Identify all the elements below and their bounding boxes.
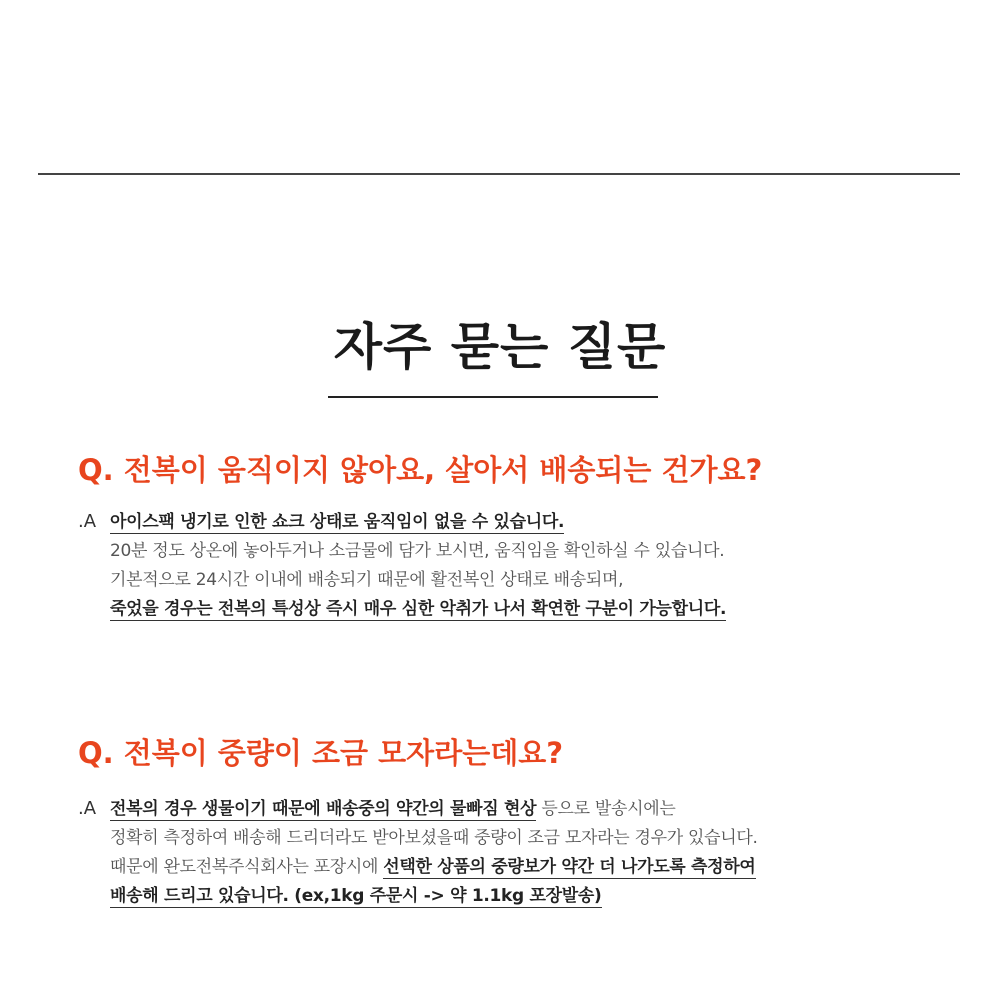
faq-answer-2-line-4 (110, 882, 602, 910)
answer-text: 아이스팩 냉기로 인한 쇼크 상태로 움직임이 없을 수 있습니다. (110, 512, 565, 532)
faq-answer-marker-1: .A (78, 511, 97, 532)
faq-answer-marker-2: .A (78, 798, 97, 819)
faq-answer-1-line-2 (110, 537, 724, 565)
faq-answer-1-line-3 (110, 566, 623, 594)
title-underline (328, 396, 658, 398)
answer-text: 전복의 경우 생물이기 때문에 배송중의 약간의 물빠짐 현상 (110, 799, 537, 819)
answer-text: 기본적으로 24시간 이내에 배송되기 때문에 활전복인 상태로 배송되며, (110, 570, 624, 590)
faq-question-2: Q. 전복이 중량이 조금 모자라는데요? (78, 736, 564, 770)
answer-text: 등으로 발송시에는 (536, 799, 676, 819)
faq-answer-2-line-1 (110, 795, 675, 823)
answer-text: 죽었을 경우는 전복의 특성상 즉시 매우 심한 악취가 나서 확연한 구분이 가능합니다. (110, 599, 727, 619)
top-divider (38, 173, 960, 175)
page-title: 자주 묻는 질문 (333, 318, 667, 376)
answer-text: 정확히 측정하여 배송해 드리더라도 받아보셨을때 중량이 조금 모자라는 경우가 있습니다. (110, 828, 758, 848)
answer-text: 배송해 드리고 있습니다. (ex,1kg 주문시 -> 약 1.1kg 포장발송) (110, 886, 602, 906)
faq-question-1: Q. 전복이 움직이지 않아요, 살아서 배송되는 건가요? (78, 453, 763, 487)
faq-answer-1-line-4 (110, 595, 726, 623)
faq-answer-2-line-2 (110, 824, 758, 852)
faq-answer-1-line-1 (110, 508, 564, 536)
faq-answer-2-line-3 (110, 853, 756, 881)
answer-text: 선택한 상품의 중량보가 약간 더 나가도록 측정하여 (383, 857, 756, 877)
answer-text: 20분 정도 상온에 놓아두거나 소금물에 담가 보시면, 움직임을 확인하실 수 있습니다. (110, 541, 725, 561)
answer-text: 때문에 완도전복주식회사는 포장시에 (110, 857, 384, 877)
